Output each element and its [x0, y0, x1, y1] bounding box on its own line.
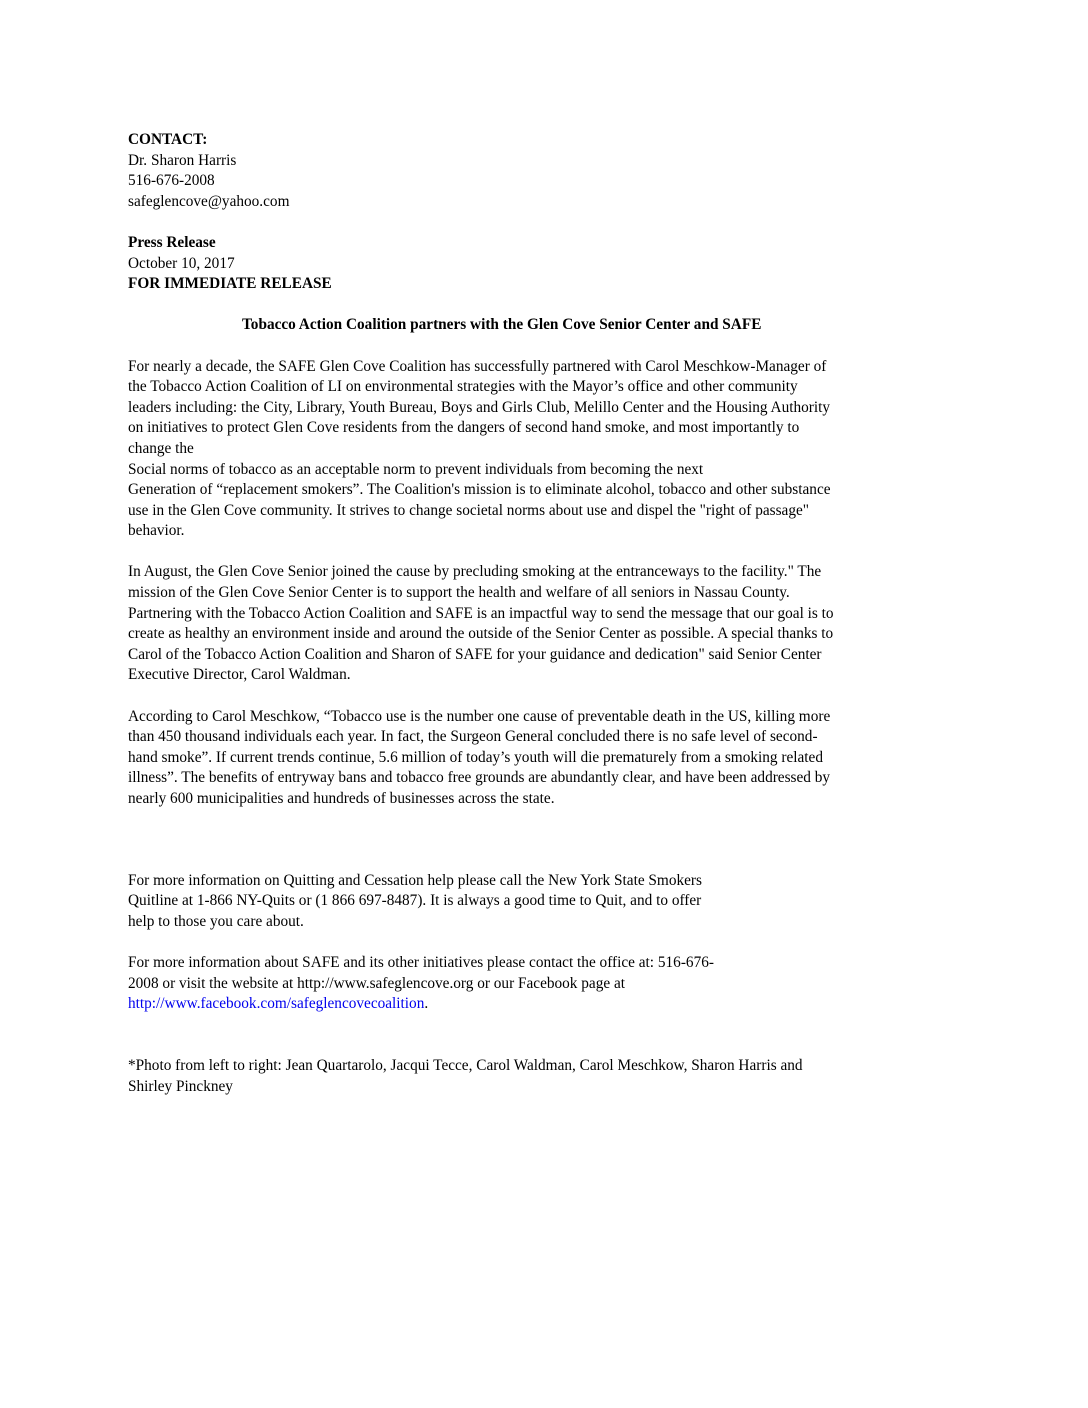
- spacer: [128, 1015, 958, 1056]
- paragraph-line: Social norms of tobacco as an acceptable norm to prevent individuals from becoming the next: [128, 460, 704, 478]
- release-label: Press Release: [128, 233, 216, 251]
- spacer: [128, 810, 958, 851]
- contact-block: [128, 130, 958, 212]
- paragraph-1: [128, 357, 958, 542]
- spacer: [128, 295, 958, 316]
- caption-line: Shirley Pinckney: [128, 1077, 233, 1095]
- headline: Tobacco Action Coalition partners with the Glen Cove Senior Center and SAFE: [242, 316, 762, 334]
- contact-label: CONTACT:: [128, 131, 208, 148]
- paragraph-line: nearly 600 municipalities and hundreds of businesses across the state.: [128, 790, 555, 807]
- paragraph-line: For nearly a decade, the SAFE Glen Cove Coalition has successfully partnered with Carol Meschkow-Manager of: [128, 357, 827, 375]
- contact-phone: 516-676-2008: [128, 172, 215, 190]
- paragraph-line: Executive Director, Carol Waldman.: [128, 666, 351, 684]
- paragraph-4: [128, 871, 958, 933]
- caption-line: *Photo from left to right: Jean Quartarolo, Jacqui Tecce, Carol Waldman, Carol Meschkow, Sharon Harris and: [128, 1057, 803, 1075]
- paragraph-2: [128, 562, 958, 686]
- paragraph-line: According to Carol Meschkow, “Tobacco use is the number one cause of preventable death in the US, killing more: [128, 707, 831, 725]
- paragraph-line: help to those you care about.: [128, 912, 304, 930]
- paragraph-line: leaders including: the City, Library, Youth Bureau, Boys and Girls Club, Melillo Center and the Housing Authority: [128, 398, 831, 416]
- release-block: [128, 233, 958, 295]
- paragraph-line: For more information on Quitting and Cessation help please call the New York State Smokers: [128, 871, 702, 889]
- paragraph-line: create as healthy an environment inside and around the outside of the Senior Center as possible. A special thanks to: [128, 625, 834, 643]
- spacer: [128, 933, 958, 954]
- paragraph-line: than 450 thousand individuals each year. In fact, the Surgeon General concluded there is no safe level of second-: [128, 728, 818, 746]
- paragraph-line: hand smoke”. If current trends continue, 5.6 million of today’s youth will die prematurely from a smoking related: [128, 748, 823, 766]
- spacer: [128, 336, 958, 357]
- facebook-link[interactable]: http://www.facebook.com/safeglencovecoalition: [128, 995, 425, 1013]
- photo-caption: [128, 1056, 958, 1097]
- contact-name: Dr. Sharon Harris: [128, 151, 237, 169]
- paragraph-line: change the: [128, 439, 194, 457]
- release-notice: FOR IMMEDIATE RELEASE: [128, 275, 332, 293]
- link-suffix: .: [424, 995, 429, 1013]
- paragraph-line: Generation of “replacement smokers”. The Coalition's mission is to eliminate alcohol, tobacco and other substance: [128, 481, 831, 499]
- paragraph-line: mission of the Glen Cove Senior Center is to support the health and welfare of all seniors in Nassau County.: [128, 584, 790, 602]
- release-date: October 10, 2017: [128, 254, 235, 272]
- paragraph-line: Carol of the Tobacco Action Coalition and Sharon of SAFE for your guidance and dedication" said Senior Center: [128, 645, 822, 663]
- spacer: [128, 851, 958, 871]
- paragraph-3: [128, 707, 958, 810]
- paragraph-line: the Tobacco Action Coalition of LI on environmental strategies with the Mayor’s office and other community: [128, 378, 798, 396]
- facebook-link-line: [128, 994, 958, 1015]
- paragraph-line: illness”. The benefits of entryway bans and tobacco free grounds are abundantly clear, and have been addressed by: [128, 769, 831, 787]
- paragraph-5: [128, 953, 958, 1015]
- paragraph-line: In August, the Glen Cove Senior joined the cause by precluding smoking at the entranceways to the facility." The: [128, 563, 822, 581]
- paragraph-line: Quitline at 1-866 NY-Quits or (1 866 697-8487). It is always a good time to Quit, and to offer: [128, 892, 702, 910]
- paragraph-line: 2008 or visit the website at http://www.safeglencove.org or our Facebook page at: [128, 974, 626, 992]
- spacer: [128, 212, 958, 233]
- paragraph-line: on initiatives to protect Glen Cove residents from the dangers of second hand smoke, and most importantly to: [128, 419, 800, 437]
- spacer: [128, 686, 958, 707]
- press-release-body: [128, 130, 958, 1097]
- paragraph-line: use in the Glen Cove community. It strives to change societal norms about use and dispel the "right of passage": [128, 501, 810, 519]
- paragraph-line: For more information about SAFE and its other initiatives please contact the office at: 516-676-: [128, 954, 714, 972]
- paragraph-line: Partnering with the Tobacco Action Coalition and SAFE is an impactful way to send the message that our goal is to: [128, 604, 834, 622]
- paragraph-line: behavior.: [128, 522, 185, 540]
- contact-email: safeglencove@yahoo.com: [128, 192, 290, 210]
- spacer: [128, 542, 958, 563]
